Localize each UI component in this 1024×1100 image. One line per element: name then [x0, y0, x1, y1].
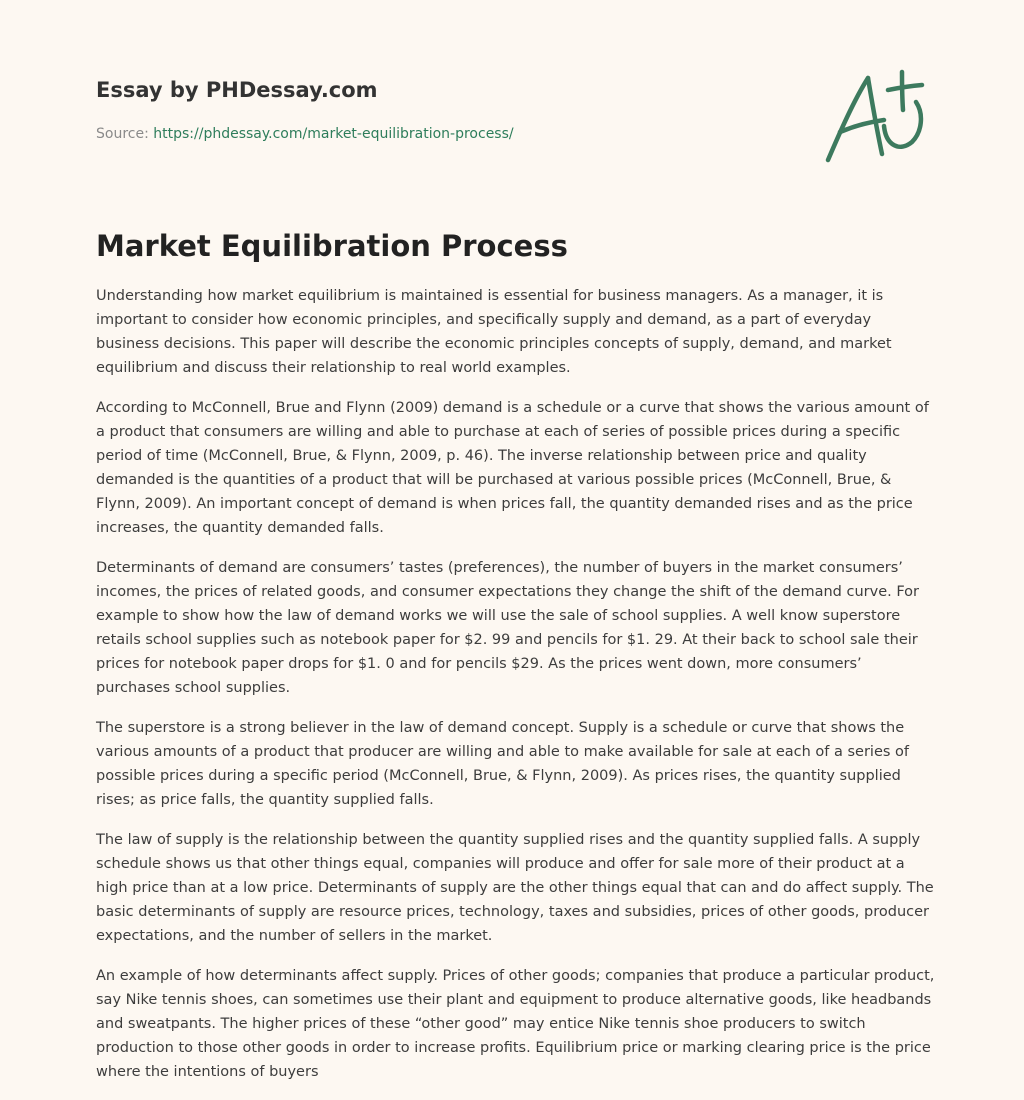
source-label: Source: [96, 126, 154, 142]
paragraph: An example of how determinants affect supply. Prices of other goods; companies that produce a particular product, say Nike tennis shoes, can sometimes use their plant and equipment to produce alternative goods, like headbands and sweatpants. The higher prices of these “other good” may entice Nike tennis shoe producers to switch production to those other goods in order to increase profits. Equilibrium price or marking clearing price is the price where the intentions of buyers [96, 968, 935, 1080]
paragraph: The superstore is a strong believer in the law of demand concept. Supply is a schedule or curve that shows the various amounts of a product that producer are willing and able to make available for sale at each of a series of possible prices during a specific period (McConnell, Brue, & Flynn, 2009). As prices rises, the quantity supplied rises; as price falls, the quantity supplied falls. [96, 720, 910, 808]
page-title: Market Equilibration Process [96, 229, 568, 263]
a-plus-logo-icon [820, 66, 930, 166]
paragraph: Determinants of demand are consumers’ tastes (preferences), the number of buyers in the market consumers’ incomes, the prices of related goods, and consumer expectations they change the shift of the demand curve. For example to show how the law of demand works we will use the sale of school supplies. A well know superstore retails school supplies such as notebook paper for $2. 99 and pencils for $1. 29. At their back to school sale their prices for notebook paper drops for $1. 0 and for pencils $29. As the prices went down, more consumers’ purchases school supplies. [96, 560, 919, 696]
source-link[interactable]: https://phdessay.com/market-equilibration-process/ [153, 126, 514, 142]
paragraph: Understanding how market equilibrium is maintained is essential for business managers. As a manager, it is important to consider how economic principles, and specifically supply and demand, as a part of everyday business decisions. This paper will describe the economic principles concepts of supply, demand, and market equilibrium and discuss their relationship to real world examples. [96, 288, 892, 376]
brand-name: Essay by PHDessay.com [96, 78, 378, 102]
paragraph: According to McConnell, Brue and Flynn (2009) demand is a schedule or a curve that shows the various amount of a product that consumers are willing and able to purchase at each of series of possible prices during a specific period of time (McConnell, Brue, & Flynn, 2009, p. 46). The inverse relationship between price and quality demanded is the quantities of a product that will be purchased at various possible prices (McConnell, Brue, & Flynn, 2009). An important concept of demand is when prices fall, the quantity demanded rises and as the price increases, the quantity demanded falls. [96, 400, 929, 536]
page-header [96, 76, 696, 144]
paragraph: The law of supply is the relationship between the quantity supplied rises and the quantity supplied falls. A supply schedule shows us that other things equal, companies will produce and offer for sale more of their product at a high price than at a low price. Determinants of supply are the other things equal that can and do affect supply. The basic determinants of supply are resource prices, technology, taxes and subsidies, prices of other goods, producer expectations, and the number of sellers in the market. [96, 832, 934, 944]
essay-body [96, 284, 938, 1100]
source-line [96, 124, 696, 144]
